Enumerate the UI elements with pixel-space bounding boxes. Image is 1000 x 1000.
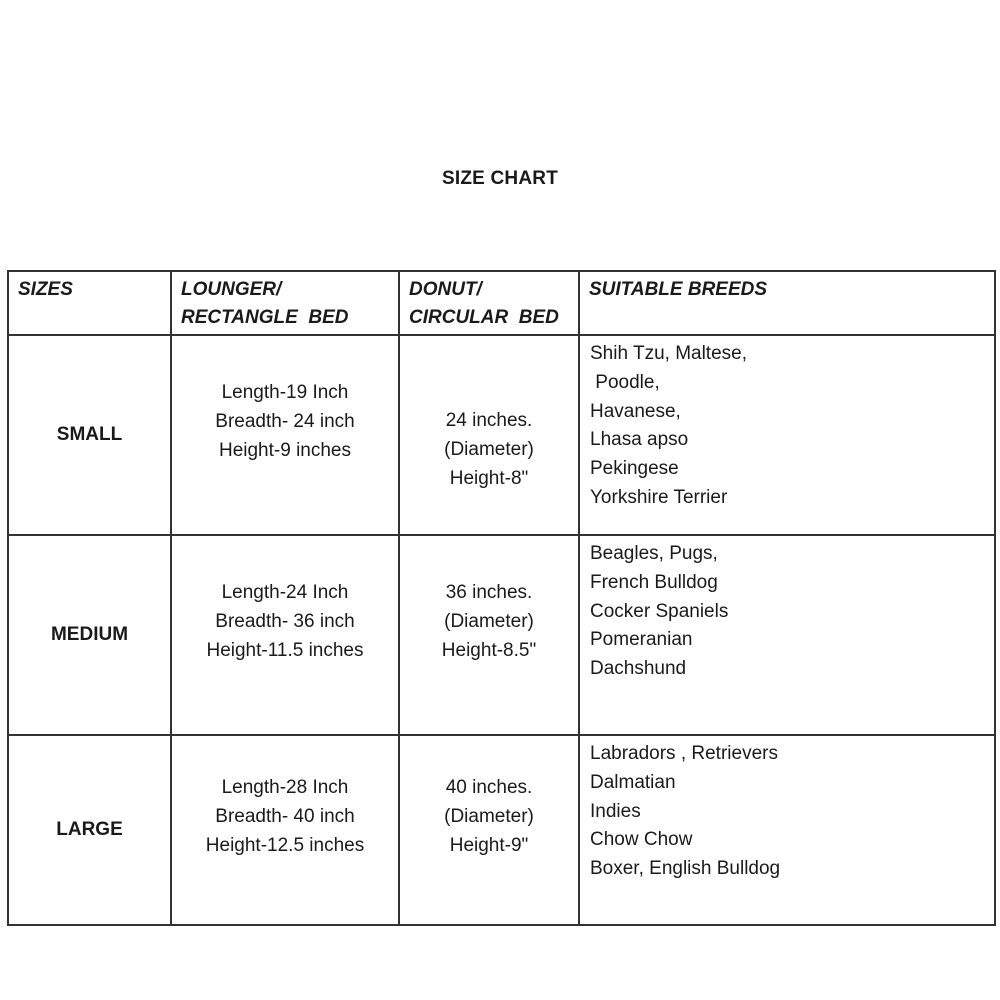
lounger-length: Length-28 Inch	[221, 776, 349, 798]
size-cell: SMALL	[8, 335, 171, 535]
donut-height: Height-8"	[449, 467, 529, 489]
breed-item: Shih Tzu, Maltese,	[590, 343, 748, 364]
header-lounger-line2: RECTANGLE BED	[181, 307, 349, 328]
breed-item: Cocker Spaniels	[590, 600, 729, 622]
header-row	[8, 271, 995, 335]
header-donut-line2: CIRCULAR BED	[409, 307, 559, 328]
table-row-small	[8, 335, 995, 535]
breeds-list	[579, 335, 995, 535]
size-chart-table	[7, 270, 996, 926]
header-sizes	[8, 271, 171, 335]
breed-item: Pomeranian	[590, 629, 693, 651]
breed-item: Poodle,	[590, 371, 660, 393]
breed-item: Lhasa apso	[590, 429, 689, 451]
donut-diameter-label: (Diameter)	[444, 438, 534, 460]
donut-height: Height-9"	[449, 834, 529, 856]
size-cell: MEDIUM	[8, 535, 171, 735]
lounger-height: Height-9 inches	[218, 439, 352, 461]
table-row-medium	[8, 535, 995, 735]
lounger-dimensions	[171, 335, 399, 535]
breed-item: French Bulldog	[590, 571, 718, 593]
donut-size: 40 inches.	[445, 776, 533, 798]
breed-item: Beagles, Pugs,	[590, 543, 718, 564]
header-breeds	[579, 271, 995, 335]
lounger-dimensions	[171, 735, 399, 925]
donut-dimensions	[399, 735, 579, 925]
header-lounger	[171, 271, 399, 335]
lounger-breadth: Breadth- 40 inch	[215, 805, 355, 827]
page-title: SIZE CHART	[442, 168, 558, 189]
header-donut-line1: DONUT/	[409, 279, 482, 300]
lounger-breadth: Breadth- 24 inch	[215, 410, 355, 432]
donut-dimensions	[399, 335, 579, 535]
breed-item: Dachshund	[590, 658, 687, 680]
donut-diameter-label: (Diameter)	[444, 805, 534, 827]
breed-item: Yorkshire Terrier	[590, 486, 728, 508]
breed-item: Havanese,	[590, 400, 681, 422]
breed-item: Dalmatian	[590, 771, 676, 793]
lounger-length: Length-24 Inch	[221, 581, 349, 603]
donut-height: Height-8.5"	[441, 639, 537, 661]
lounger-breadth: Breadth- 36 inch	[215, 610, 355, 632]
breeds-list	[579, 535, 995, 735]
lounger-height: Height-11.5 inches	[206, 639, 364, 661]
breed-item: Indies	[590, 800, 641, 822]
header-sizes-label: SIZES	[18, 279, 73, 300]
header-donut	[399, 271, 579, 335]
donut-diameter-label: (Diameter)	[444, 610, 534, 632]
donut-size: 24 inches.	[445, 409, 533, 431]
donut-size: 36 inches.	[445, 581, 533, 603]
breed-item: Labradors , Retrievers	[590, 743, 778, 764]
lounger-height: Height-12.5 inches	[205, 834, 365, 856]
table-row-large	[8, 735, 995, 925]
lounger-length: Length-19 Inch	[221, 381, 349, 403]
size-cell: LARGE	[8, 735, 171, 925]
breed-item: Pekingese	[590, 458, 679, 480]
lounger-dimensions	[171, 535, 399, 735]
header-breeds-label: SUITABLE BREEDS	[589, 279, 768, 300]
header-lounger-line1: LOUNGER/	[181, 279, 282, 300]
breed-item: Boxer, English Bulldog	[590, 858, 781, 880]
donut-dimensions	[399, 535, 579, 735]
breed-item: Chow Chow	[590, 829, 693, 851]
breeds-list	[579, 735, 995, 925]
